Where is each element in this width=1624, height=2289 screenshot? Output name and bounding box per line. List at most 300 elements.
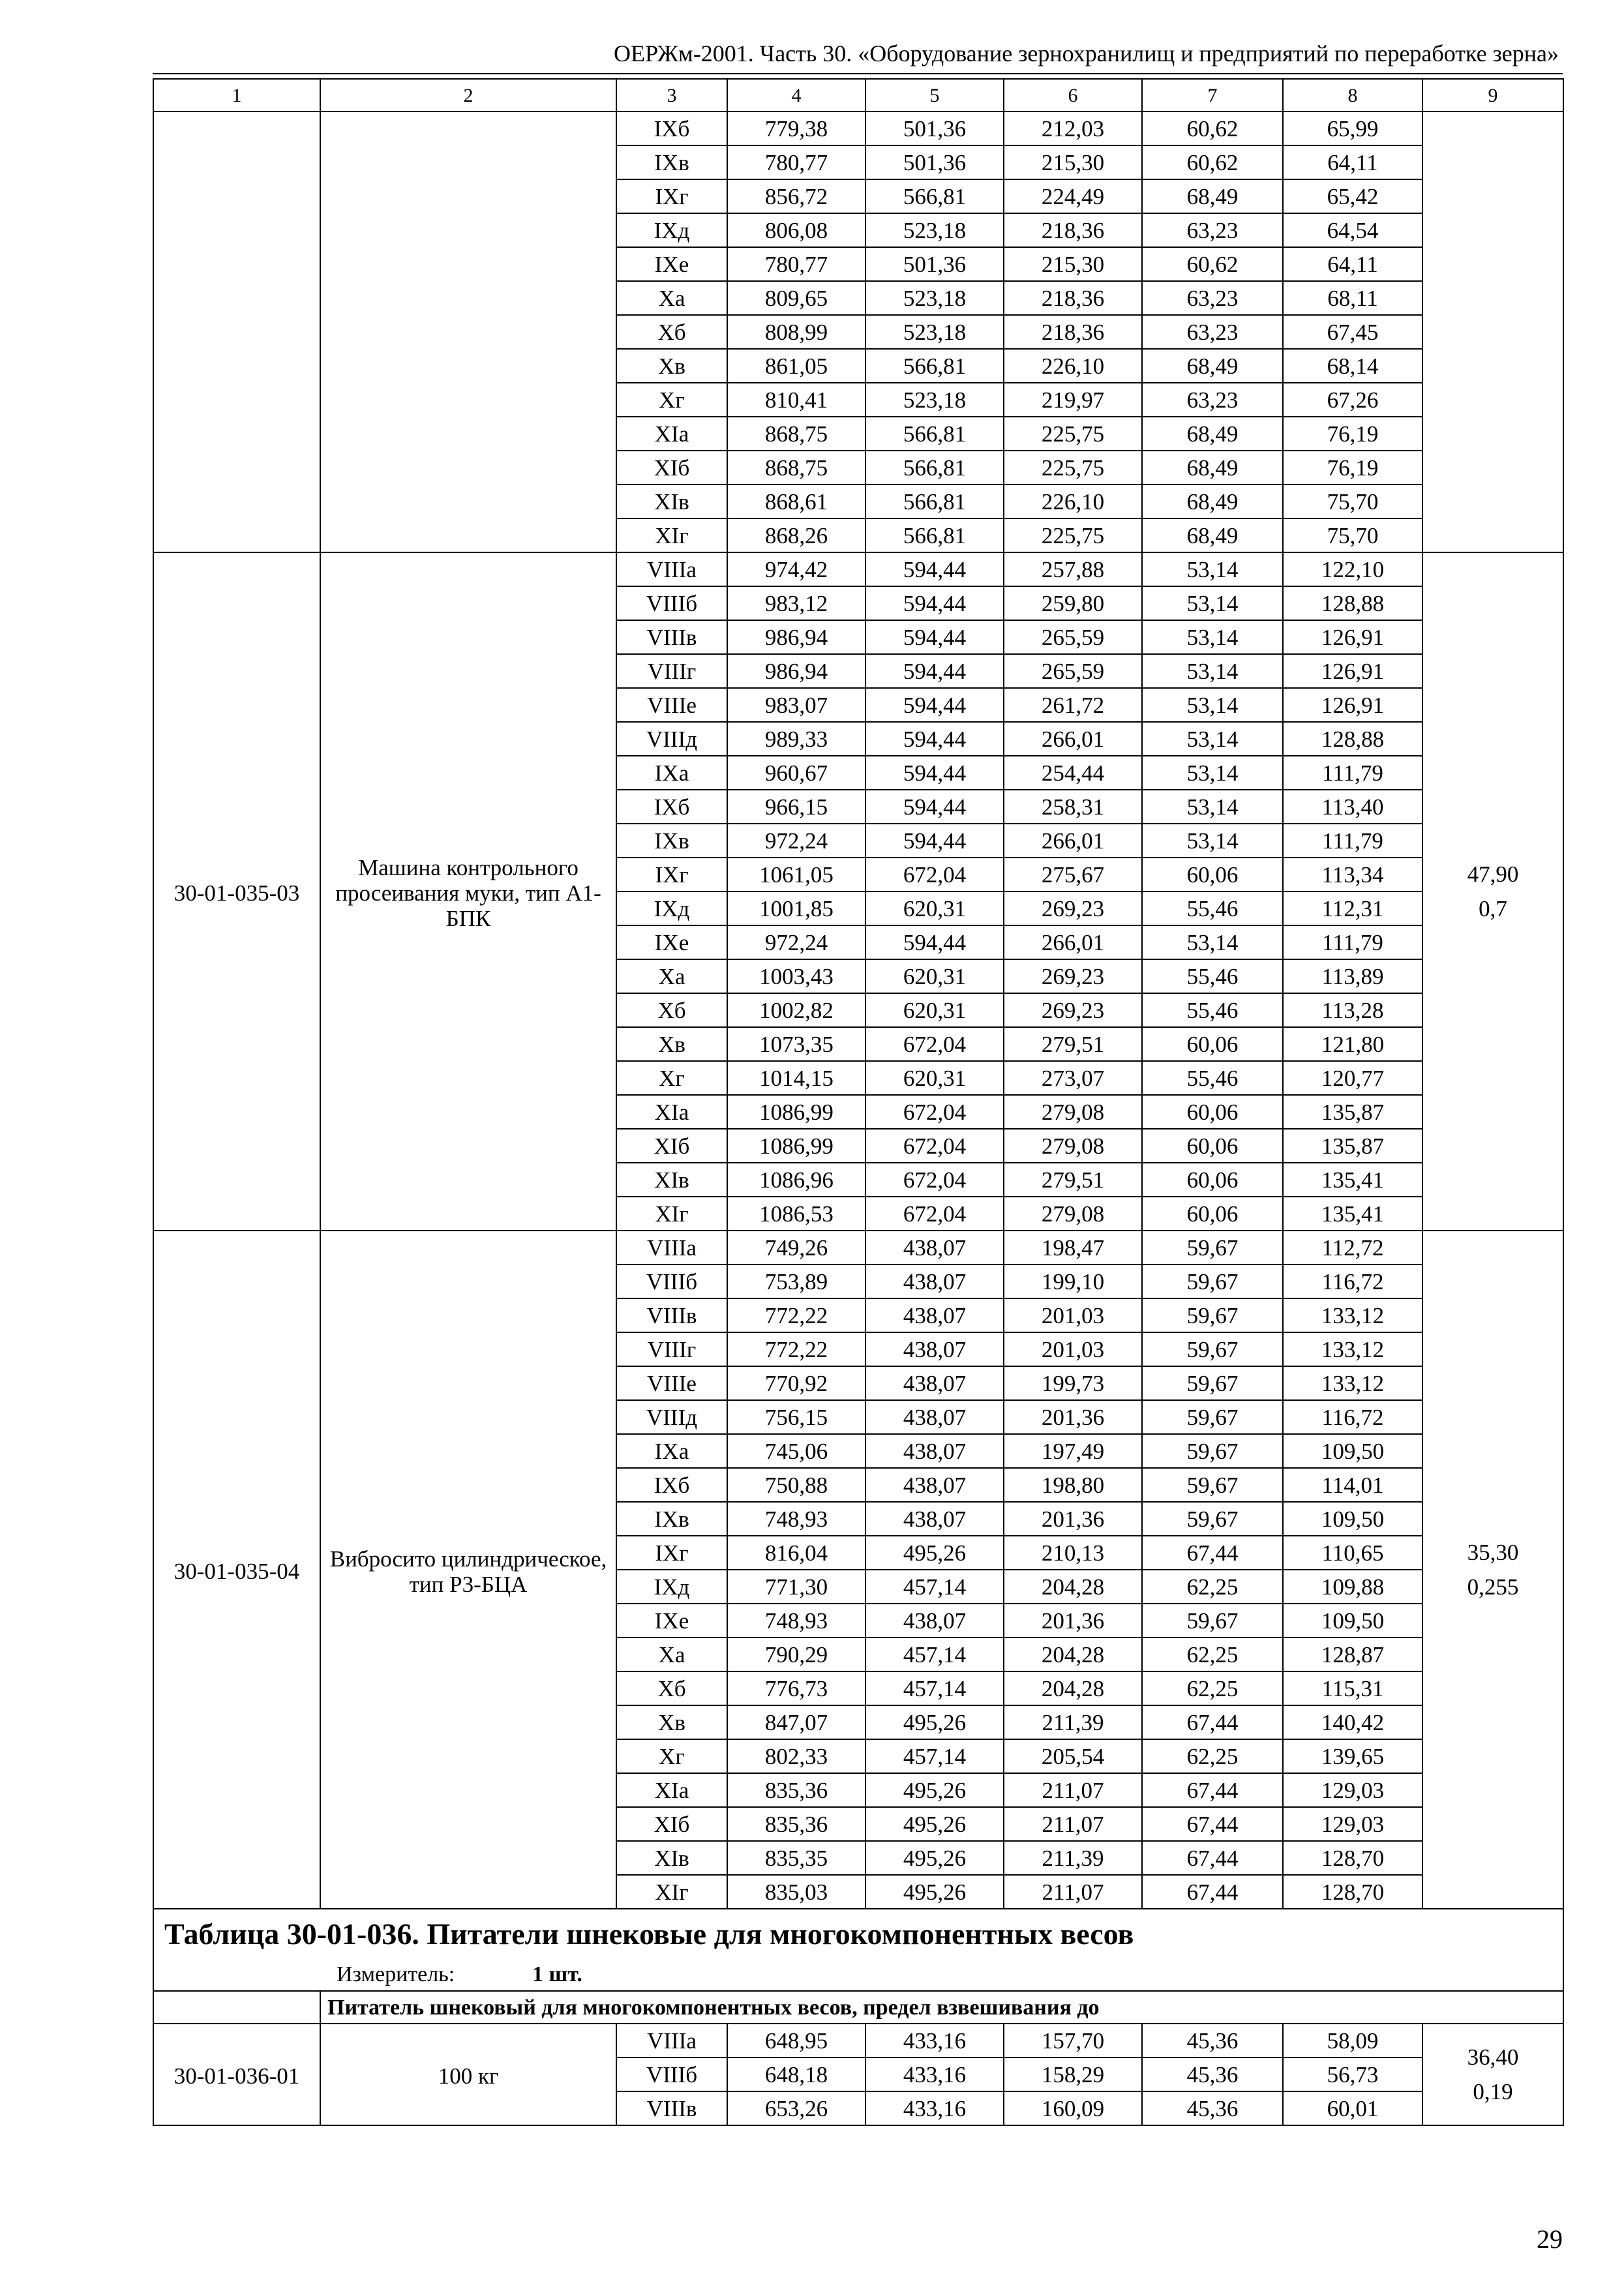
table-cell: 76,19: [1283, 451, 1422, 485]
table-cell: 566,81: [865, 349, 1004, 383]
table-cell: 594,44: [865, 688, 1004, 722]
table-cell: 986,94: [727, 654, 865, 688]
table-cell: 495,26: [865, 1807, 1004, 1841]
table-cell: 225,75: [1004, 518, 1142, 552]
table-cell: 672,04: [865, 1095, 1004, 1129]
table-cell: 211,39: [1004, 1705, 1142, 1739]
table-cell: Xв: [616, 1705, 727, 1739]
table-cell: 269,23: [1004, 891, 1142, 925]
table-cell: 594,44: [865, 925, 1004, 959]
table-cell: VIIIб: [616, 2057, 727, 2091]
table-cell: 748,93: [727, 1502, 865, 1536]
table-cell: 68,49: [1142, 485, 1283, 518]
table-cell: 974,42: [727, 552, 865, 586]
extra-value: 0,7: [1479, 896, 1507, 921]
table-cell: 266,01: [1004, 824, 1142, 858]
table-cell: 960,67: [727, 756, 865, 790]
measure-value: 1 шт.: [532, 1962, 582, 1986]
table-cell: 810,41: [727, 383, 865, 417]
table-cell: 983,07: [727, 688, 865, 722]
table-cell: 67,44: [1142, 1807, 1283, 1841]
table-cell: 648,95: [727, 2024, 865, 2057]
table-cell: 835,36: [727, 1807, 865, 1841]
table-cell: 457,14: [865, 1638, 1004, 1671]
table-cell: 113,40: [1283, 790, 1422, 824]
table-cell: 160,09: [1004, 2091, 1142, 2125]
table-cell: 135,41: [1283, 1163, 1422, 1197]
table-cell: 620,31: [865, 1061, 1004, 1095]
table-cell: 140,42: [1283, 1705, 1422, 1739]
table-cell: 133,12: [1283, 1298, 1422, 1332]
resource-code: 30-01-035-03: [153, 552, 320, 1231]
table-cell: 986,94: [727, 620, 865, 654]
table-cell: VIIIa: [616, 552, 727, 586]
table-cell: 68,14: [1283, 349, 1422, 383]
table-cell: 59,67: [1142, 1366, 1283, 1400]
table-cell: 779,38: [727, 112, 865, 145]
table-cell: Xв: [616, 349, 727, 383]
table-cell: 53,14: [1142, 552, 1283, 586]
table-cell: 438,07: [865, 1502, 1004, 1536]
table-cell: 116,72: [1283, 1264, 1422, 1298]
table-cell: 109,50: [1283, 1502, 1422, 1536]
table-cell: 594,44: [865, 620, 1004, 654]
header-divider: [153, 73, 1563, 74]
table-cell: 269,23: [1004, 993, 1142, 1027]
table-cell: 495,26: [865, 1536, 1004, 1570]
table-cell: 68,49: [1142, 349, 1283, 383]
table-cell: Xб: [616, 1671, 727, 1705]
table-cell: 63,23: [1142, 213, 1283, 247]
table-cell: 433,16: [865, 2024, 1004, 2057]
table-cell: 67,44: [1142, 1773, 1283, 1807]
table-cell: 120,77: [1283, 1061, 1422, 1095]
table-cell: 771,30: [727, 1570, 865, 1604]
table-cell: 59,67: [1142, 1264, 1283, 1298]
resource-extra-values: [1422, 1231, 1563, 1909]
table-row: [153, 552, 1563, 586]
column-number: 5: [865, 79, 1004, 112]
table-cell: 201,36: [1004, 1502, 1142, 1536]
table-cell: 1073,35: [727, 1027, 865, 1061]
table-cell: 868,75: [727, 451, 865, 485]
table-cell: 523,18: [865, 213, 1004, 247]
table-cell: 211,07: [1004, 1773, 1142, 1807]
table-cell: 67,26: [1283, 383, 1422, 417]
table-cell: IXб: [616, 790, 727, 824]
table-cell: 75,70: [1283, 518, 1422, 552]
table-cell: 279,08: [1004, 1129, 1142, 1163]
table-cell: Xг: [616, 1061, 727, 1095]
table-cell: VIIIд: [616, 1400, 727, 1434]
table-cell: 750,88: [727, 1468, 865, 1502]
table-cell: 198,80: [1004, 1468, 1142, 1502]
table-cell: 566,81: [865, 518, 1004, 552]
table-cell: 62,25: [1142, 1570, 1283, 1604]
table-cell: 55,46: [1142, 993, 1283, 1027]
table-cell: XIв: [616, 1841, 727, 1875]
table-cell: 59,67: [1142, 1434, 1283, 1468]
table-cell: 438,07: [865, 1264, 1004, 1298]
table-cell: 809,65: [727, 281, 865, 315]
resource-extra-values: [1422, 2024, 1563, 2125]
table-cell: 53,14: [1142, 654, 1283, 688]
table-cell: 745,06: [727, 1434, 865, 1468]
table-cell: 128,70: [1283, 1875, 1422, 1909]
table-cell: 457,14: [865, 1671, 1004, 1705]
table-cell: 266,01: [1004, 925, 1142, 959]
table-cell: 63,23: [1142, 315, 1283, 349]
table-cell: 114,01: [1283, 1468, 1422, 1502]
table-cell: 121,80: [1283, 1027, 1422, 1061]
table-cell: 204,28: [1004, 1671, 1142, 1705]
table-cell: 67,45: [1283, 315, 1422, 349]
table-cell: 67,44: [1142, 1875, 1283, 1909]
table-cell: 258,31: [1004, 790, 1142, 824]
table-cell: 60,06: [1142, 858, 1283, 891]
table-cell: 672,04: [865, 1027, 1004, 1061]
table-cell: IXд: [616, 213, 727, 247]
subheading-row: [153, 1991, 1563, 2024]
table-cell: 226,10: [1004, 349, 1142, 383]
resource-name: 100 кг: [320, 2024, 616, 2125]
table-cell: 753,89: [727, 1264, 865, 1298]
table-cell: 438,07: [865, 1366, 1004, 1400]
table-cell: 60,06: [1142, 1129, 1283, 1163]
table-cell: 808,99: [727, 315, 865, 349]
table-cell: VIIIa: [616, 2024, 727, 2057]
table-cell: 75,70: [1283, 485, 1422, 518]
table-cell: 135,87: [1283, 1095, 1422, 1129]
table-cell: 64,54: [1283, 213, 1422, 247]
table-cell: 133,12: [1283, 1332, 1422, 1366]
table-cell: 1014,15: [727, 1061, 865, 1095]
table-cell: VIIIг: [616, 1332, 727, 1366]
table-cell: 790,29: [727, 1638, 865, 1671]
table-cell: XIг: [616, 518, 727, 552]
table-cell: 204,28: [1004, 1638, 1142, 1671]
table-cell: 111,79: [1283, 756, 1422, 790]
table-cell: 225,75: [1004, 451, 1142, 485]
table-cell: Xб: [616, 993, 727, 1027]
table-cell: IXa: [616, 756, 727, 790]
table-cell: 835,03: [727, 1875, 865, 1909]
table-cell: 856,72: [727, 179, 865, 213]
table-cell: 45,36: [1142, 2057, 1283, 2091]
table-cell: XIa: [616, 1095, 727, 1129]
table-cell: 109,50: [1283, 1604, 1422, 1638]
table-cell: Xa: [616, 281, 727, 315]
table-cell: 438,07: [865, 1468, 1004, 1502]
table-cell: 68,49: [1142, 518, 1283, 552]
resource-code: [153, 112, 320, 552]
table-cell: 201,03: [1004, 1332, 1142, 1366]
table-cell: XIг: [616, 1875, 727, 1909]
table-cell: 279,08: [1004, 1197, 1142, 1231]
table-cell: 59,67: [1142, 1400, 1283, 1434]
table-cell: 780,77: [727, 145, 865, 179]
table-cell: 55,46: [1142, 891, 1283, 925]
table-cell: 1086,53: [727, 1197, 865, 1231]
table-cell: VIIIг: [616, 654, 727, 688]
table-cell: 126,91: [1283, 620, 1422, 654]
table-cell: 438,07: [865, 1434, 1004, 1468]
table-cell: 756,15: [727, 1400, 865, 1434]
table-cell: 457,14: [865, 1739, 1004, 1773]
resource-name: Машина контрольного просеивания муки, тип А1-БПК: [320, 552, 616, 1231]
table-cell: 219,97: [1004, 383, 1142, 417]
table-cell: IXг: [616, 1536, 727, 1570]
resource-name: [320, 112, 616, 552]
table-cell: 566,81: [865, 417, 1004, 451]
table-cell: 111,79: [1283, 925, 1422, 959]
table-cell: 60,62: [1142, 112, 1283, 145]
resource-code: 30-01-036-01: [153, 2024, 320, 2125]
table-cell: 53,14: [1142, 824, 1283, 858]
table-cell: 438,07: [865, 1400, 1004, 1434]
table-cell: 68,11: [1283, 281, 1422, 315]
table-cell: 60,06: [1142, 1027, 1283, 1061]
resource-table: [153, 78, 1564, 2126]
table-cell: 65,42: [1283, 179, 1422, 213]
table-row: [153, 2024, 1563, 2057]
table-cell: 59,67: [1142, 1604, 1283, 1638]
table-cell: 210,13: [1004, 1536, 1142, 1570]
table-cell: 76,19: [1283, 417, 1422, 451]
table-cell: 279,08: [1004, 1095, 1142, 1129]
table-cell: 60,06: [1142, 1163, 1283, 1197]
table-cell: XIa: [616, 417, 727, 451]
table-cell: 113,89: [1283, 959, 1422, 993]
table-cell: 1002,82: [727, 993, 865, 1027]
table-cell: VIIIб: [616, 1264, 727, 1298]
table-cell: 63,23: [1142, 281, 1283, 315]
table-cell: 495,26: [865, 1773, 1004, 1807]
table-cell: 59,67: [1142, 1332, 1283, 1366]
table-cell: 776,73: [727, 1671, 865, 1705]
table-cell: VIIIд: [616, 722, 727, 756]
table-cell: 983,12: [727, 586, 865, 620]
table-cell: 495,26: [865, 1875, 1004, 1909]
table-cell: 523,18: [865, 383, 1004, 417]
table-cell: Xг: [616, 383, 727, 417]
table-cell: 68,49: [1142, 451, 1283, 485]
table-cell: 266,01: [1004, 722, 1142, 756]
table-cell: 224,49: [1004, 179, 1142, 213]
table-cell: 501,36: [865, 145, 1004, 179]
table-cell: 211,07: [1004, 1875, 1142, 1909]
table-cell: 770,92: [727, 1366, 865, 1400]
table-cell: 620,31: [865, 993, 1004, 1027]
table-cell: 620,31: [865, 959, 1004, 993]
table-cell: 64,11: [1283, 247, 1422, 281]
table-row: [153, 1231, 1563, 1264]
table-cell: 45,36: [1142, 2024, 1283, 2057]
column-number: 7: [1142, 79, 1283, 112]
table-cell: 211,39: [1004, 1841, 1142, 1875]
table-cell: 55,46: [1142, 959, 1283, 993]
table-cell: 594,44: [865, 552, 1004, 586]
table-cell: 972,24: [727, 925, 865, 959]
table-cell: VIIIв: [616, 620, 727, 654]
table-cell: 438,07: [865, 1298, 1004, 1332]
table-cell: 868,61: [727, 485, 865, 518]
column-number: 9: [1422, 79, 1563, 112]
table-cell: IXв: [616, 824, 727, 858]
column-number: 3: [616, 79, 727, 112]
table-cell: Xб: [616, 315, 727, 349]
table-cell: XIв: [616, 1163, 727, 1197]
extra-value: 0,255: [1467, 1574, 1519, 1600]
table-cell: 67,44: [1142, 1705, 1283, 1739]
table-cell: 259,80: [1004, 586, 1142, 620]
table-body: [153, 79, 1563, 2125]
table-cell: 648,18: [727, 2057, 865, 2091]
table-cell: XIв: [616, 485, 727, 518]
table-cell: 201,36: [1004, 1400, 1142, 1434]
table-cell: XIб: [616, 1807, 727, 1841]
table-cell: 835,36: [727, 1773, 865, 1807]
table-cell: 211,07: [1004, 1807, 1142, 1841]
table-cell: IXв: [616, 145, 727, 179]
table-cell: 112,72: [1283, 1231, 1422, 1264]
table-cell: 139,65: [1283, 1739, 1422, 1773]
table-cell: IXг: [616, 179, 727, 213]
table-cell: 115,31: [1283, 1671, 1422, 1705]
table-cell: 594,44: [865, 586, 1004, 620]
table-cell: Xг: [616, 1739, 727, 1773]
table-cell: XIг: [616, 1197, 727, 1231]
table-cell: 60,06: [1142, 1197, 1283, 1231]
table-cell: IXг: [616, 858, 727, 891]
table-cell: 495,26: [865, 1841, 1004, 1875]
table-cell: 53,14: [1142, 790, 1283, 824]
table-cell: 749,26: [727, 1231, 865, 1264]
table-cell: 438,07: [865, 1231, 1004, 1264]
table-cell: 201,03: [1004, 1298, 1142, 1332]
table-cell: 53,14: [1142, 586, 1283, 620]
table-cell: 135,87: [1283, 1129, 1422, 1163]
table-cell: 122,10: [1283, 552, 1422, 586]
table-cell: 129,03: [1283, 1773, 1422, 1807]
table-cell: VIIIб: [616, 586, 727, 620]
resource-extra-values: [1422, 552, 1563, 1231]
table-cell: 501,36: [865, 112, 1004, 145]
column-number: 8: [1283, 79, 1422, 112]
table-cell: 55,46: [1142, 1061, 1283, 1095]
page-header: ОЕРЖм-2001. Часть 30. «Оборудование зернохранилищ и предприятий по переработке зерна»: [614, 40, 1559, 67]
table-cell: 620,31: [865, 891, 1004, 925]
table-cell: 772,22: [727, 1298, 865, 1332]
table-cell: 269,23: [1004, 959, 1142, 993]
table-cell: 265,59: [1004, 654, 1142, 688]
table-cell: IXб: [616, 1468, 727, 1502]
table-cell: 672,04: [865, 858, 1004, 891]
table-cell: 1086,96: [727, 1163, 865, 1197]
table-cell: 68,49: [1142, 179, 1283, 213]
table-cell: 835,35: [727, 1841, 865, 1875]
table-cell: 806,08: [727, 213, 865, 247]
table-cell: 816,04: [727, 1536, 865, 1570]
table-cell: 199,10: [1004, 1264, 1142, 1298]
table-cell: 63,23: [1142, 383, 1283, 417]
table-cell: IXa: [616, 1434, 727, 1468]
table-cell: 126,91: [1283, 654, 1422, 688]
table-cell: 67,44: [1142, 1536, 1283, 1570]
resource-name: Вибросито цилиндрическое, тип Р3-БЦА: [320, 1231, 616, 1909]
table-cell: 225,75: [1004, 417, 1142, 451]
table-cell: Xa: [616, 959, 727, 993]
extra-value: 36,40: [1467, 2044, 1519, 2070]
table-cell: 113,28: [1283, 993, 1422, 1027]
table-cell: IXе: [616, 247, 727, 281]
table-cell: 135,41: [1283, 1197, 1422, 1231]
table-cell: 438,07: [865, 1332, 1004, 1366]
table-cell: 594,44: [865, 824, 1004, 858]
table-cell: 128,70: [1283, 1841, 1422, 1875]
table-cell: 60,62: [1142, 145, 1283, 179]
extra-value: 47,90: [1467, 861, 1519, 887]
table-cell: 53,14: [1142, 688, 1283, 722]
table-cell: 275,67: [1004, 858, 1142, 891]
table-cell: IXе: [616, 1604, 727, 1638]
table-cell: 780,77: [727, 247, 865, 281]
page-number: 29: [1537, 2224, 1563, 2254]
table-cell: 218,36: [1004, 213, 1142, 247]
table-cell: 966,15: [727, 790, 865, 824]
table-cell: 45,36: [1142, 2091, 1283, 2125]
table-cell: 279,51: [1004, 1027, 1142, 1061]
measure-row: [153, 1958, 1563, 1991]
table-cell: 62,25: [1142, 1671, 1283, 1705]
table-row: [153, 112, 1563, 145]
extra-value: 0,19: [1473, 2079, 1513, 2104]
table-cell: 748,93: [727, 1604, 865, 1638]
table-cell: IXб: [616, 112, 727, 145]
table-cell: 226,10: [1004, 485, 1142, 518]
table-cell: 265,59: [1004, 620, 1142, 654]
table-cell: 198,47: [1004, 1231, 1142, 1264]
table-cell: 157,70: [1004, 2024, 1142, 2057]
table-cell: 56,73: [1283, 2057, 1422, 2091]
subheading-blank: [153, 1991, 320, 2024]
table-cell: 218,36: [1004, 281, 1142, 315]
table-cell: 523,18: [865, 315, 1004, 349]
table-cell: 60,62: [1142, 247, 1283, 281]
table-cell: 847,07: [727, 1705, 865, 1739]
table-cell: 212,03: [1004, 112, 1142, 145]
table-cell: VIIIе: [616, 688, 727, 722]
table-cell: 60,06: [1142, 1095, 1283, 1129]
table-cell: 58,09: [1283, 2024, 1422, 2057]
table-cell: IXе: [616, 925, 727, 959]
table-cell: 868,75: [727, 417, 865, 451]
table-cell: 501,36: [865, 247, 1004, 281]
table-cell: 594,44: [865, 722, 1004, 756]
table-cell: Xв: [616, 1027, 727, 1061]
table-cell: 109,50: [1283, 1434, 1422, 1468]
table-cell: 279,51: [1004, 1163, 1142, 1197]
table-cell: 199,73: [1004, 1366, 1142, 1400]
subheading: Питатель шнековый для многокомпонентных весов, предел взвешивания до: [320, 1991, 1563, 2024]
table-cell: 653,26: [727, 2091, 865, 2125]
resource-code: 30-01-035-04: [153, 1231, 320, 1909]
table-cell: 672,04: [865, 1197, 1004, 1231]
table-cell: 204,28: [1004, 1570, 1142, 1604]
table-cell: 1086,99: [727, 1095, 865, 1129]
table-cell: 672,04: [865, 1129, 1004, 1163]
table-cell: XIa: [616, 1773, 727, 1807]
